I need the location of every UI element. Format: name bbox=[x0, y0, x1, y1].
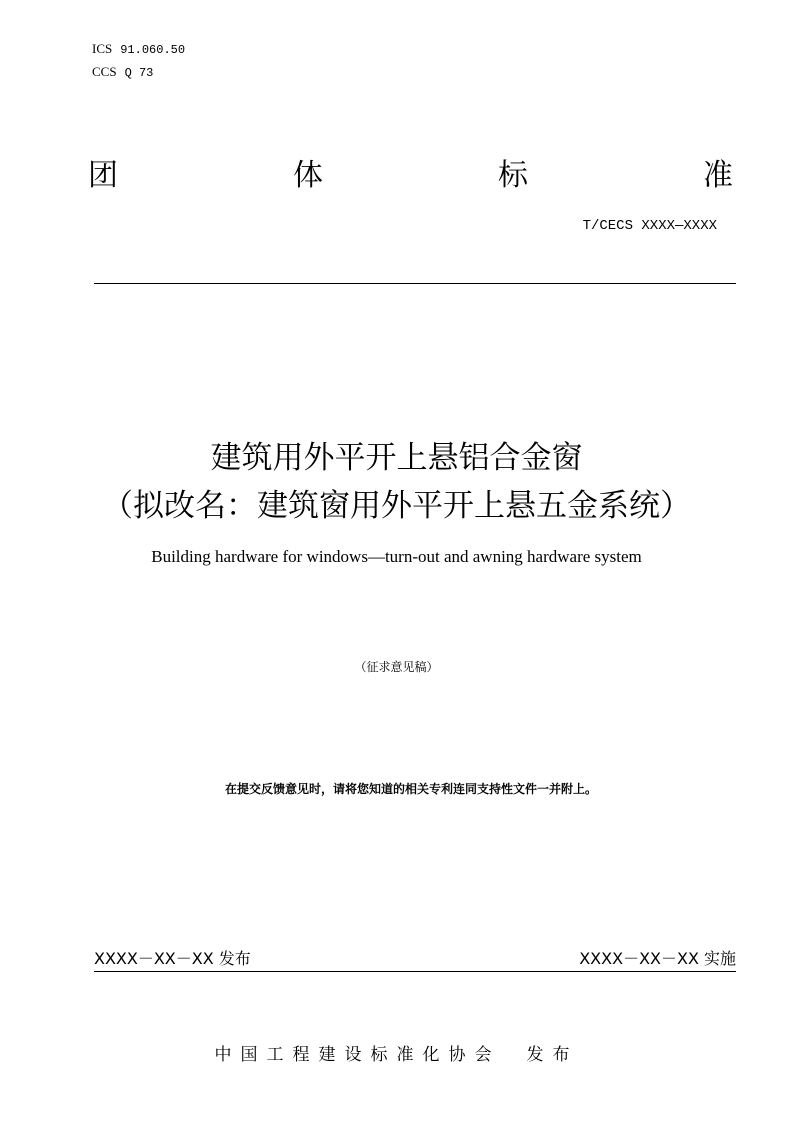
bottom-divider bbox=[94, 971, 736, 972]
english-title: Building hardware for windows—turn-out and awning hardware system bbox=[151, 547, 642, 566]
title-line-1: 建筑用外平开上悬铝合金窗 bbox=[210, 440, 583, 476]
standard-number: T/CECS XXXX—XXXX bbox=[582, 218, 717, 234]
issue-date: XXXX－XX－XX 发布 bbox=[94, 949, 251, 968]
ccs-label: CCS bbox=[92, 64, 117, 79]
top-divider bbox=[94, 283, 736, 284]
heading-char: 准 bbox=[703, 158, 733, 193]
implementation-date: XXXX－XX－XX 实施 bbox=[579, 949, 736, 968]
publisher: 中国工程建设标准化协会 发布 bbox=[214, 1045, 579, 1065]
patent-notice: 在提交反馈意见时，请将您知道的相关专利连同支持性文件一并附上。 bbox=[224, 782, 597, 796]
standard-type-heading bbox=[88, 150, 733, 194]
ics-value: 91.060.50 bbox=[120, 43, 186, 57]
ccs-value: Q 73 bbox=[124, 66, 154, 80]
heading-char: 体 bbox=[293, 158, 323, 193]
draft-status: （征求意见稿） bbox=[354, 660, 439, 674]
heading-char: 团 bbox=[88, 158, 118, 193]
ics-label: ICS bbox=[92, 41, 113, 56]
title-line-2: （拟改名：建筑窗用外平开上悬五金系统） bbox=[102, 488, 691, 524]
heading-char: 标 bbox=[498, 158, 528, 193]
classification-codes bbox=[92, 38, 185, 84]
